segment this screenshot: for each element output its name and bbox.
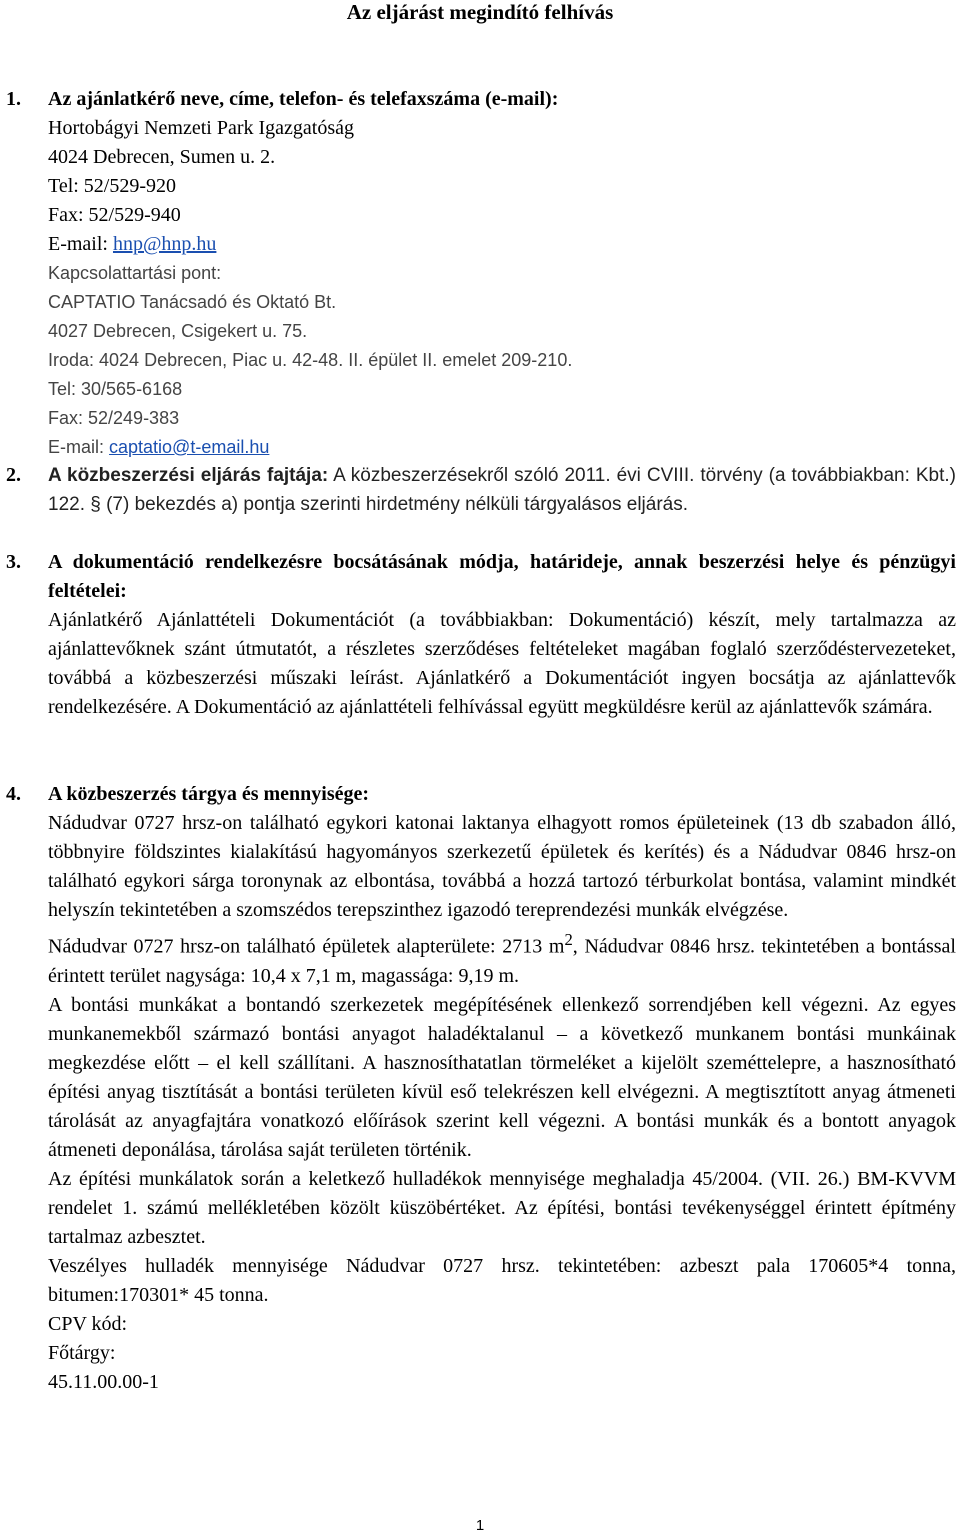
contact-office: Iroda: 4024 Debrecen, Piac u. 42-48. II. épület II. emelet 209-210. <box>48 350 573 370</box>
section-1-number: 1. <box>6 88 21 110</box>
contact-email-label: E-mail: <box>48 437 110 457</box>
authority-email-row <box>48 230 956 259</box>
cpv-code: 45.11.00.00-1 <box>48 1370 159 1393</box>
section-4-body <box>48 780 956 1397</box>
section-2-heading: A közbeszerzési eljárás fajtája: <box>48 465 329 486</box>
contact-fax: Fax: 52/249-383 <box>48 408 180 428</box>
area-text-rest: , Nádudvar 0846 hrsz. tekintetében a bontással érintett terület nagysága: 10,4 x 7,1 m, magassága: 9,19 m. <box>48 935 956 987</box>
contact-label: Kapcsolattartási pont: <box>48 263 222 283</box>
document-title: Az eljárást megindító felhívás <box>346 0 614 24</box>
contact-tel: Tel: 30/565-6168 <box>48 379 183 399</box>
section-1-heading: Az ajánlatkérő neve, címe, telefon- és telefaxszáma (e-mail): <box>48 88 559 110</box>
authority-fax: Fax: 52/529-940 <box>48 204 181 226</box>
section-2-number: 2. <box>6 464 21 486</box>
authority-address: 4024 Debrecen, Sumen u. 2. <box>48 146 276 168</box>
section-4-paragraph-4: Az építési munkálatok során a keletkező hulladékok mennyisége meghaladja 45/2004. (VII. 26.) BM-KVVM rendelet 1. számú mellékletében közölt küszöbértéket. Az építési, bontási tevékenységgel érintett építmény tartalmaz azbesztet. <box>48 1167 956 1248</box>
section-4-paragraph-1: Nádudvar 0727 hrsz-on található egykori katonai laktanya elhagyott romos épületeinek (13 db szabadon álló, többnyire földszintes kialakítású hagyományos szerkezetű épületek és kerítés) és a Nádudvar 0846 hrsz-on található egykori sárga toronynak az elbontása, továbbá a hozzá tartozó térburkolat bontása, valamint mindkét helyszín tekintetében a szomszédos terepszinthez igazodó tereprendezési munkák elvégzése. <box>48 812 956 921</box>
authority-tel: Tel: 52/529-920 <box>48 175 177 197</box>
section-1 <box>6 85 956 462</box>
authority-name: Hortobágyi Nemzeti Park Igazgatóság <box>48 117 355 139</box>
section-3-text: Ajánlatkérő Ajánlattételi Dokumentációt (a továbbiakban: Dokumentáció) készít, mely tartalmazza az ajánlattevőknek szánt útmutatót, a részletes szerződéses feltételeket magában foglaló szerződéstervezeteket, továbbá a közbeszerzési műszaki leírást. Ajánlatkérő a Dokumentációt ingyen bocsátja az ajánlattevők rendelkezésére. A Dokumentáció az ajánlattételi felhívással együtt megküldésre kerül az ajánlattevők számára. <box>48 609 956 718</box>
main-object-label: Főtárgy: <box>48 1341 116 1364</box>
area-text: Nádudvar 0727 hrsz-on található épületek alapterülete: 2713 m <box>48 935 565 958</box>
section-3-body <box>48 548 956 722</box>
section-4-paragraph-2 <box>48 925 956 991</box>
section-4-paragraph-3: A bontási munkákat a bontandó szerkezetek megépítésének ellenkező sorrendjében kell végezni. Az egyes munkanemekből származó bontási anyagot haladéktalanul – a következő munkanem bontási munkáinak megkezdése előtt – el kell szállítani. A hasznosíthatatlan törmeléket a kijelölt szeméttelepre, a hasznosítható építési anyag tisztítását a bontási területen kívül eső telekrészen kell elvégezni. A megtisztított anyag átmeneti tárolását az anyagfajtára vonatkozó előírások szerint kell végezni. A bontási munkák és a bontott anyagok átmeneti deponálása, tárolása saját területen történik. <box>48 993 956 1161</box>
page-number: 1 <box>475 1517 485 1534</box>
section-3-number: 3. <box>6 551 21 573</box>
authority-email-link[interactable]: hnp@hnp.hu <box>112 233 217 255</box>
section-3 <box>6 548 956 722</box>
contact-block <box>48 259 956 462</box>
section-4 <box>6 780 956 1397</box>
contact-address: 4027 Debrecen, Csigekert u. 75. <box>48 321 308 341</box>
authority-email-label: E-mail: <box>48 233 113 255</box>
section-4-paragraph-5: Veszélyes hulladék mennyisége Nádudvar 0727 hrsz. tekintetében: azbeszt pala 170605*4 tonna, bitumen:170301* 45 tonna. <box>48 1254 956 1306</box>
contact-email-row <box>48 433 956 462</box>
section-4-number: 4. <box>6 783 21 805</box>
section-2 <box>6 461 956 519</box>
section-4-heading: A közbeszerzés tárgya és mennyisége: <box>48 783 370 805</box>
cpv-label: CPV kód: <box>48 1312 128 1335</box>
contact-email-link[interactable]: captatio@t-email.hu <box>109 437 270 457</box>
section-3-heading: A dokumentáció rendelkezésre bocsátásának módja, határideje, annak beszerzési helye és pénzügyi feltételei: <box>48 551 956 602</box>
section-2-body <box>48 461 956 519</box>
contact-name: CAPTATIO Tanácsadó és Oktató Bt. <box>48 292 337 312</box>
section-2-text: A közbeszerzésekről szóló 2011. évi CVIII. törvény (a továbbiakban: Kbt.) 122. § (7) bekezdés a) pontja szerinti hirdetmény nélküli tárgyalásos eljárás. <box>48 465 956 515</box>
area-superscript: 2 <box>564 930 573 949</box>
